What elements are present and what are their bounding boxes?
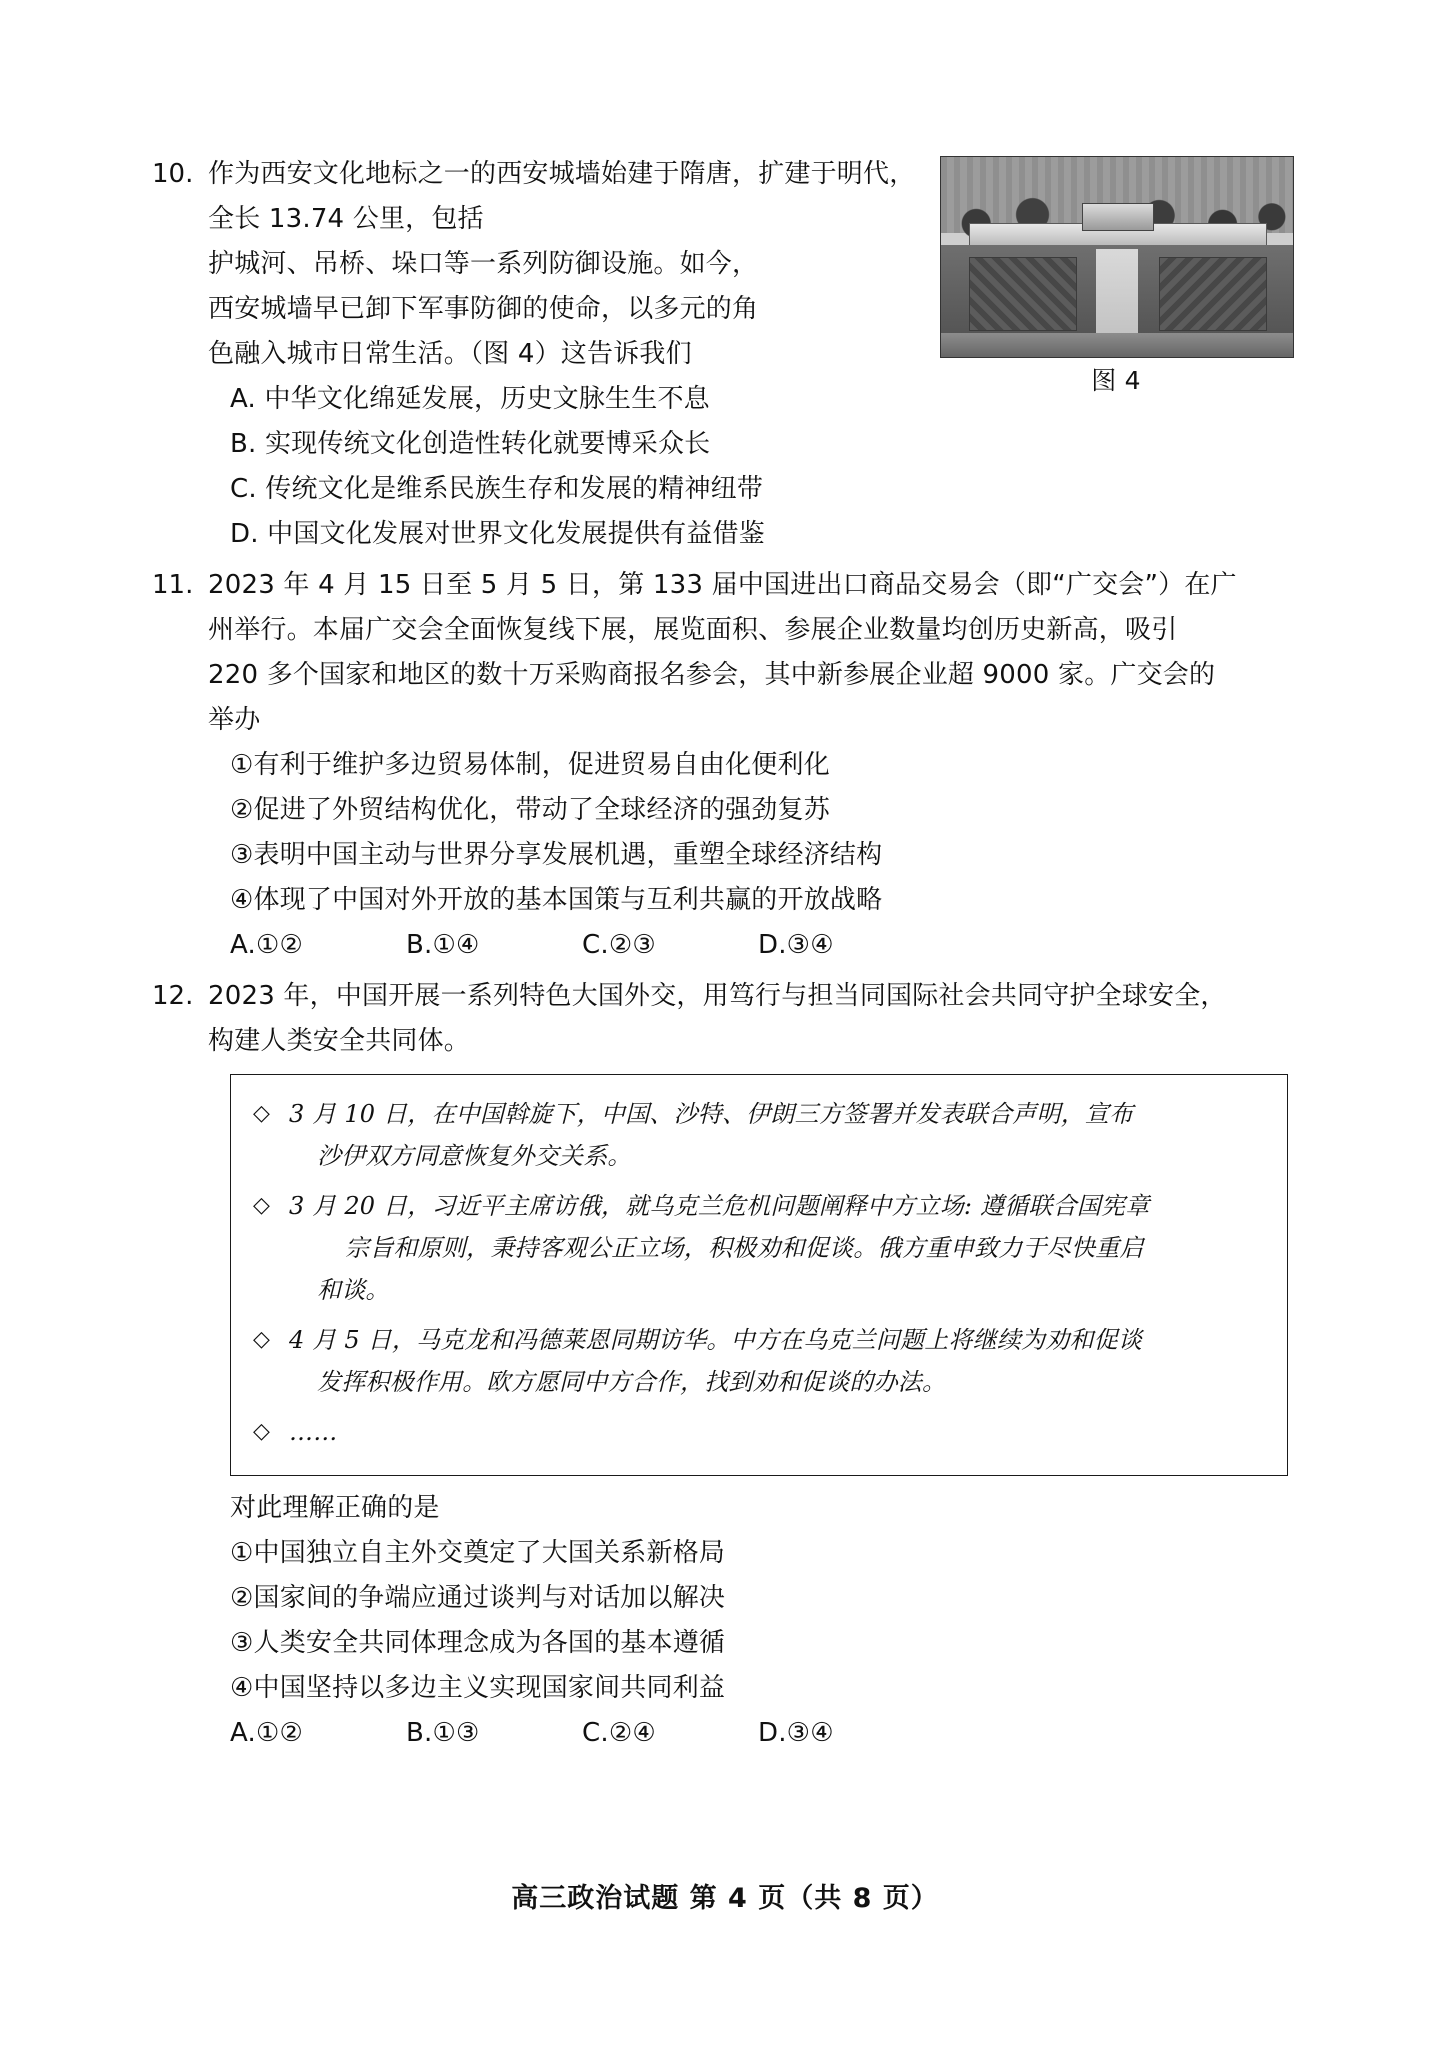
question-11-stem-line-1: 2023 年 4 月 15 日至 5 月 5 日，第 133 届中国进出口商品交易会（即“广交会”）在广 xyxy=(208,570,1237,600)
material-item-2 xyxy=(253,1185,1265,1311)
question-11-statement-4: ④体现了中国对外开放的基本国策与互利共赢的开放战略 xyxy=(230,885,883,915)
question-11 xyxy=(152,563,1292,968)
material-item-2-line-2: 宗旨和原则，秉持客观公正立场，积极劝和促谈。俄方重申致力于尽快重启 xyxy=(345,1234,1144,1262)
diamond-icon: ◇ xyxy=(253,1101,271,1126)
material-item-2-line-3: 和谈。 xyxy=(317,1276,390,1304)
material-item-2-line-1: 3 月 20 日，习近平主席访俄，就乌克兰危机问题阐释中方立场: 遵循联合国宪章 xyxy=(289,1192,1150,1220)
material-item-4 xyxy=(253,1411,1265,1453)
question-10-stem-line-4: 色融入城市日常生活。（图 4）这告诉我们 xyxy=(208,339,692,369)
question-11-body xyxy=(208,563,1292,968)
material-item-1-text xyxy=(289,1093,1265,1177)
question-10-stem-line-2: 护城河、吊桥、垛口等一系列防御设施。如今， xyxy=(208,249,759,279)
material-item-3-line-1: 4 月 5 日，马克龙和冯德莱恩同期访华。中方在乌克兰问题上将继续为劝和促谈 xyxy=(289,1326,1143,1354)
question-10-option-b[interactable]: B. 实现传统文化创造性转化就要博采众长 xyxy=(230,429,711,459)
material-item-1-line-2: 沙伊双方同意恢复外交关系。 xyxy=(317,1142,632,1170)
material-item-2-text xyxy=(289,1185,1265,1311)
question-12-choice-d[interactable]: D.③④ xyxy=(758,1718,834,1748)
question-10-stem-line-3: 西安城墙早已卸下军事防御的使命，以多元的角 xyxy=(208,294,759,324)
question-11-statement-2: ②促进了外贸结构优化，带动了全球经济的强劲复苏 xyxy=(230,795,830,825)
material-item-4-text: …… xyxy=(289,1418,338,1446)
question-12-statement-2: ②国家间的争端应通过谈判与对话加以解决 xyxy=(230,1583,726,1613)
material-item-1-line-1: 3 月 10 日，在中国斡旋下，中国、沙特、伊朗三方签署并发表联合声明，宣布 xyxy=(289,1100,1134,1128)
question-11-choice-d[interactable]: D.③④ xyxy=(758,930,834,960)
diamond-icon: ◇ xyxy=(253,1193,271,1218)
question-11-stem-line-4: 举办 xyxy=(208,705,261,735)
question-12-statement-4: ④中国坚持以多边主义实现国家间共同利益 xyxy=(230,1673,726,1703)
figure-4-caption: 图 4 xyxy=(1091,366,1141,395)
question-11-number: 11. xyxy=(152,570,194,600)
question-10-option-c[interactable]: C. 传统文化是维系民族生存和发展的精神纽带 xyxy=(230,474,764,504)
question-10-option-a[interactable]: A. 中华文化绵延发展，历史文脉生生不息 xyxy=(230,384,710,414)
question-11-choice-a[interactable]: A.①② xyxy=(230,930,304,960)
question-12-material-box xyxy=(230,1074,1288,1476)
question-11-stem-line-3: 220 多个国家和地区的数十万采购商报名参会，其中新参展企业超 9000 家。广交会的 xyxy=(208,660,1216,690)
question-12-statement-1: ①中国独立自主外交奠定了大国关系新格局 xyxy=(230,1538,726,1568)
question-12-number: 12. xyxy=(152,981,194,1011)
question-12-choices xyxy=(208,1711,1292,1756)
page-content xyxy=(152,152,1292,1762)
material-item-1 xyxy=(253,1093,1265,1177)
question-11-statement-3: ③表明中国主动与世界分享发展机遇，重塑全球经济结构 xyxy=(230,840,883,870)
question-12-choice-a[interactable]: A.①② xyxy=(230,1718,304,1748)
material-item-3 xyxy=(253,1319,1265,1403)
question-10-body xyxy=(208,152,1292,557)
question-10 xyxy=(152,152,1292,557)
question-12-stem-line-1: 2023 年，中国开展一系列特色大国外交，用笃行与担当同国际社会共同守护全球安全， xyxy=(208,981,1227,1011)
question-12-prompt: 对此理解正确的是 xyxy=(230,1493,440,1523)
question-11-choice-b[interactable]: B.①④ xyxy=(406,930,480,960)
question-12-body xyxy=(208,974,1292,1756)
question-11-choice-c[interactable]: C.②③ xyxy=(582,930,656,960)
material-item-3-text xyxy=(289,1319,1265,1403)
question-12-choice-c[interactable]: C.②④ xyxy=(582,1718,656,1748)
question-10-number: 10. xyxy=(152,159,194,189)
question-12-choice-b[interactable]: B.①③ xyxy=(406,1718,480,1748)
figure-4-wrapper xyxy=(940,156,1292,398)
question-11-stem-line-2: 州举行。本届广交会全面恢复线下展，展览面积、参展企业数量均创历史新高，吸引 xyxy=(208,615,1178,645)
page-footer: 高三政治试题 第 4 页（共 8 页） xyxy=(511,1883,939,1914)
material-item-3-line-2: 发挥积极作用。欧方愿同中方合作，找到劝和促谈的办法。 xyxy=(317,1368,947,1396)
question-10-option-d[interactable]: D. 中国文化发展对世界文化发展提供有益借鉴 xyxy=(230,519,765,549)
question-11-statement-1: ①有利于维护多边贸易体制，促进贸易自由化便利化 xyxy=(230,750,830,780)
question-10-stem-line-1: 作为西安文化地标之一的西安城墙始建于隋唐，扩建于明代，全长 13.74 公里，包括 xyxy=(208,159,916,234)
question-11-choices xyxy=(208,923,1292,968)
diamond-icon: ◇ xyxy=(253,1419,271,1444)
question-12 xyxy=(152,974,1292,1756)
question-12-statement-3: ③人类安全共同体理念成为各国的基本遵循 xyxy=(230,1628,726,1658)
diamond-icon: ◇ xyxy=(253,1327,271,1352)
question-12-stem-line-2: 构建人类安全共同体。 xyxy=(208,1026,471,1056)
xian-city-wall-photo xyxy=(940,156,1294,358)
